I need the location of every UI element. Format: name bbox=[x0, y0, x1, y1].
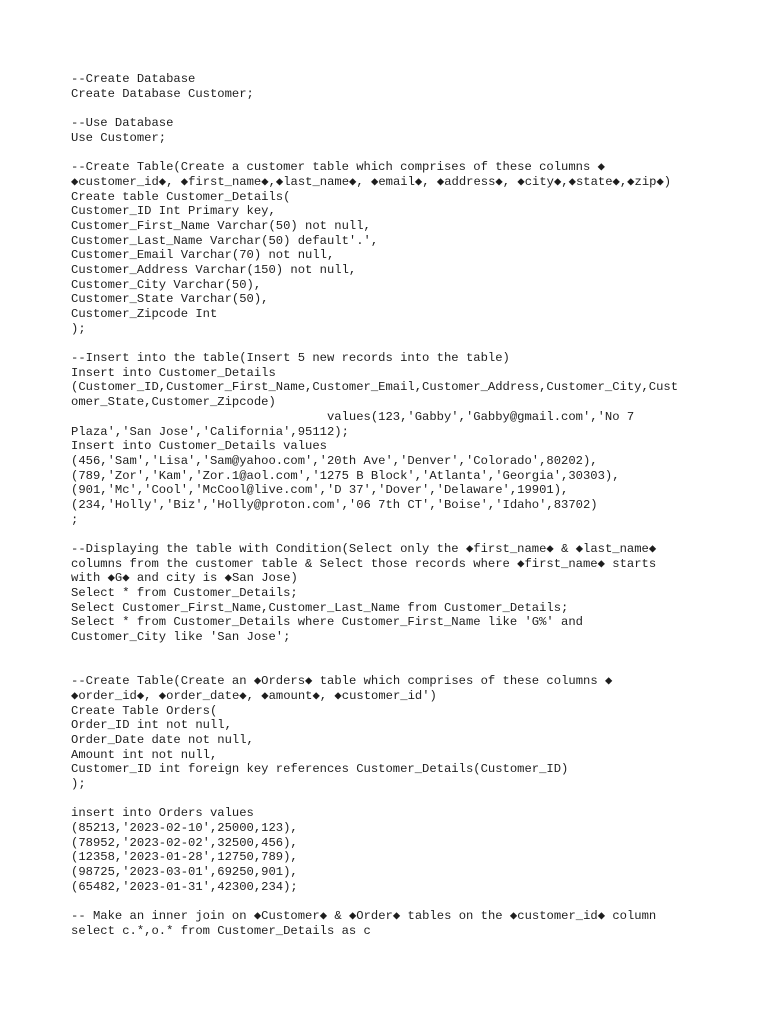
code-line: Plaza','San Jose','California',95112); bbox=[71, 424, 349, 439]
blank-line bbox=[71, 895, 678, 910]
code-line: Customer_Email Varchar(70) not null, bbox=[71, 248, 335, 263]
code-line: Customer_First_Name Varchar(50) not null, bbox=[71, 218, 371, 233]
code-line: ◆order_id◆, ◆order_date◆, ◆amount◆, ◆customer_id') bbox=[71, 688, 437, 703]
code-line: ◆customer_id◆, ◆first_name◆,◆last_name◆, ◆email◆, ◆address◆, ◆city◆,◆state◆,◆zip◆) bbox=[71, 174, 672, 189]
code-line: values(123,'Gabby','Gabby@gmail.com','No 7 bbox=[71, 409, 635, 424]
code-line: ; bbox=[71, 512, 79, 527]
code-line: Amount int not null, bbox=[71, 747, 218, 762]
code-line: --Create Database bbox=[71, 72, 196, 86]
code-line: select c.*,o.* from Customer_Details as c bbox=[71, 923, 371, 938]
code-line: Select * from Customer_Details where Customer_First_Name like 'G%' and bbox=[71, 615, 583, 630]
code-line: (65482,'2023-01-31',42300,234); bbox=[71, 879, 298, 894]
code-line: --Displaying the table with Condition(Select only the ◆first_name◆ & ◆last_name◆ bbox=[71, 542, 657, 556]
blank-line bbox=[71, 336, 678, 351]
blank-line bbox=[71, 527, 678, 542]
code-line: Create Table Orders( bbox=[71, 703, 218, 718]
code-line: Customer_Address Varchar(150) not null, bbox=[71, 262, 357, 277]
code-line: omer_State,Customer_Zipcode) bbox=[71, 395, 276, 410]
code-line: Customer_City like 'San Jose'; bbox=[71, 630, 291, 645]
code-line: Customer_ID int foreign key references Customer_Details(Customer_ID) bbox=[71, 762, 569, 777]
code-line: Customer_State Varchar(50), bbox=[71, 292, 269, 307]
code-line: (12358,'2023-01-28',12750,789), bbox=[71, 850, 298, 865]
blank-line bbox=[71, 101, 678, 116]
code-line: Create Database Customer; bbox=[71, 86, 254, 101]
code-line: --Create Table(Create a customer table which comprises of these columns ◆ bbox=[71, 160, 605, 175]
code-line: Customer_City Varchar(50), bbox=[71, 277, 262, 292]
code-line: Insert into Customer_Details bbox=[71, 365, 276, 380]
code-line: Select * from Customer_Details; bbox=[71, 586, 298, 601]
code-line: --Use Database bbox=[71, 116, 174, 131]
blank-line bbox=[71, 660, 678, 675]
code-line: Order_ID int not null, bbox=[71, 718, 232, 733]
code-line: Customer_Last_Name Varchar(50) default'.', bbox=[71, 233, 379, 248]
blank-line bbox=[71, 792, 678, 807]
blank-line bbox=[71, 145, 678, 160]
code-line: Use Customer; bbox=[71, 130, 167, 145]
code-line: Select Customer_First_Name,Customer_Last_Name from Customer_Details; bbox=[71, 600, 569, 615]
code-line: Insert into Customer_Details values bbox=[71, 439, 327, 454]
code-line: columns from the customer table & Select those records where ◆first_name◆ starts bbox=[71, 556, 657, 571]
code-line: (Customer_ID,Customer_First_Name,Customer_Email,Customer_Address,Customer_City,Cust bbox=[71, 380, 679, 395]
code-line: -- Make an inner join on ◆Customer◆ & ◆Order◆ tables on the ◆customer_id◆ column bbox=[71, 909, 657, 924]
code-line: (456,'Sam','Lisa','Sam@yahoo.com','20th Ave','Denver','Colorado',80202), bbox=[71, 453, 598, 468]
code-line: (901,'Mc','Cool','McCool@live.com','D 37','Dover','Delaware',19901), bbox=[71, 483, 569, 498]
code-line: (85213,'2023-02-10',25000,123), bbox=[71, 821, 298, 836]
code-line: --Create Table(Create an ◆Orders◆ table which comprises of these columns ◆ bbox=[71, 674, 613, 689]
code-line: (234,'Holly','Biz','Holly@proton.com','06 7th CT','Boise','Idaho',83702) bbox=[71, 497, 598, 512]
code-line: ); bbox=[71, 777, 86, 791]
code-line: (789,'Zor','Kam','Zor.1@aol.com','1275 B Block','Atlanta','Georgia',30303), bbox=[71, 468, 620, 483]
code-line: (78952,'2023-02-02',32500,456), bbox=[71, 835, 298, 850]
code-line: with ◆G◆ and city is ◆San Jose) bbox=[71, 571, 298, 586]
code-line: (98725,'2023-03-01',69250,901), bbox=[71, 865, 298, 880]
code-line: Create table Customer_Details( bbox=[71, 189, 291, 204]
sql-code-block bbox=[71, 72, 678, 939]
blank-line bbox=[71, 645, 678, 660]
code-line: insert into Orders values bbox=[71, 806, 254, 821]
code-line: ); bbox=[71, 321, 86, 336]
code-line: --Insert into the table(Insert 5 new records into the table) bbox=[71, 351, 510, 366]
code-line: Customer_ID Int Primary key, bbox=[71, 204, 276, 219]
code-line: Order_Date date not null, bbox=[71, 732, 254, 747]
code-line: Customer_Zipcode Int bbox=[71, 307, 218, 321]
